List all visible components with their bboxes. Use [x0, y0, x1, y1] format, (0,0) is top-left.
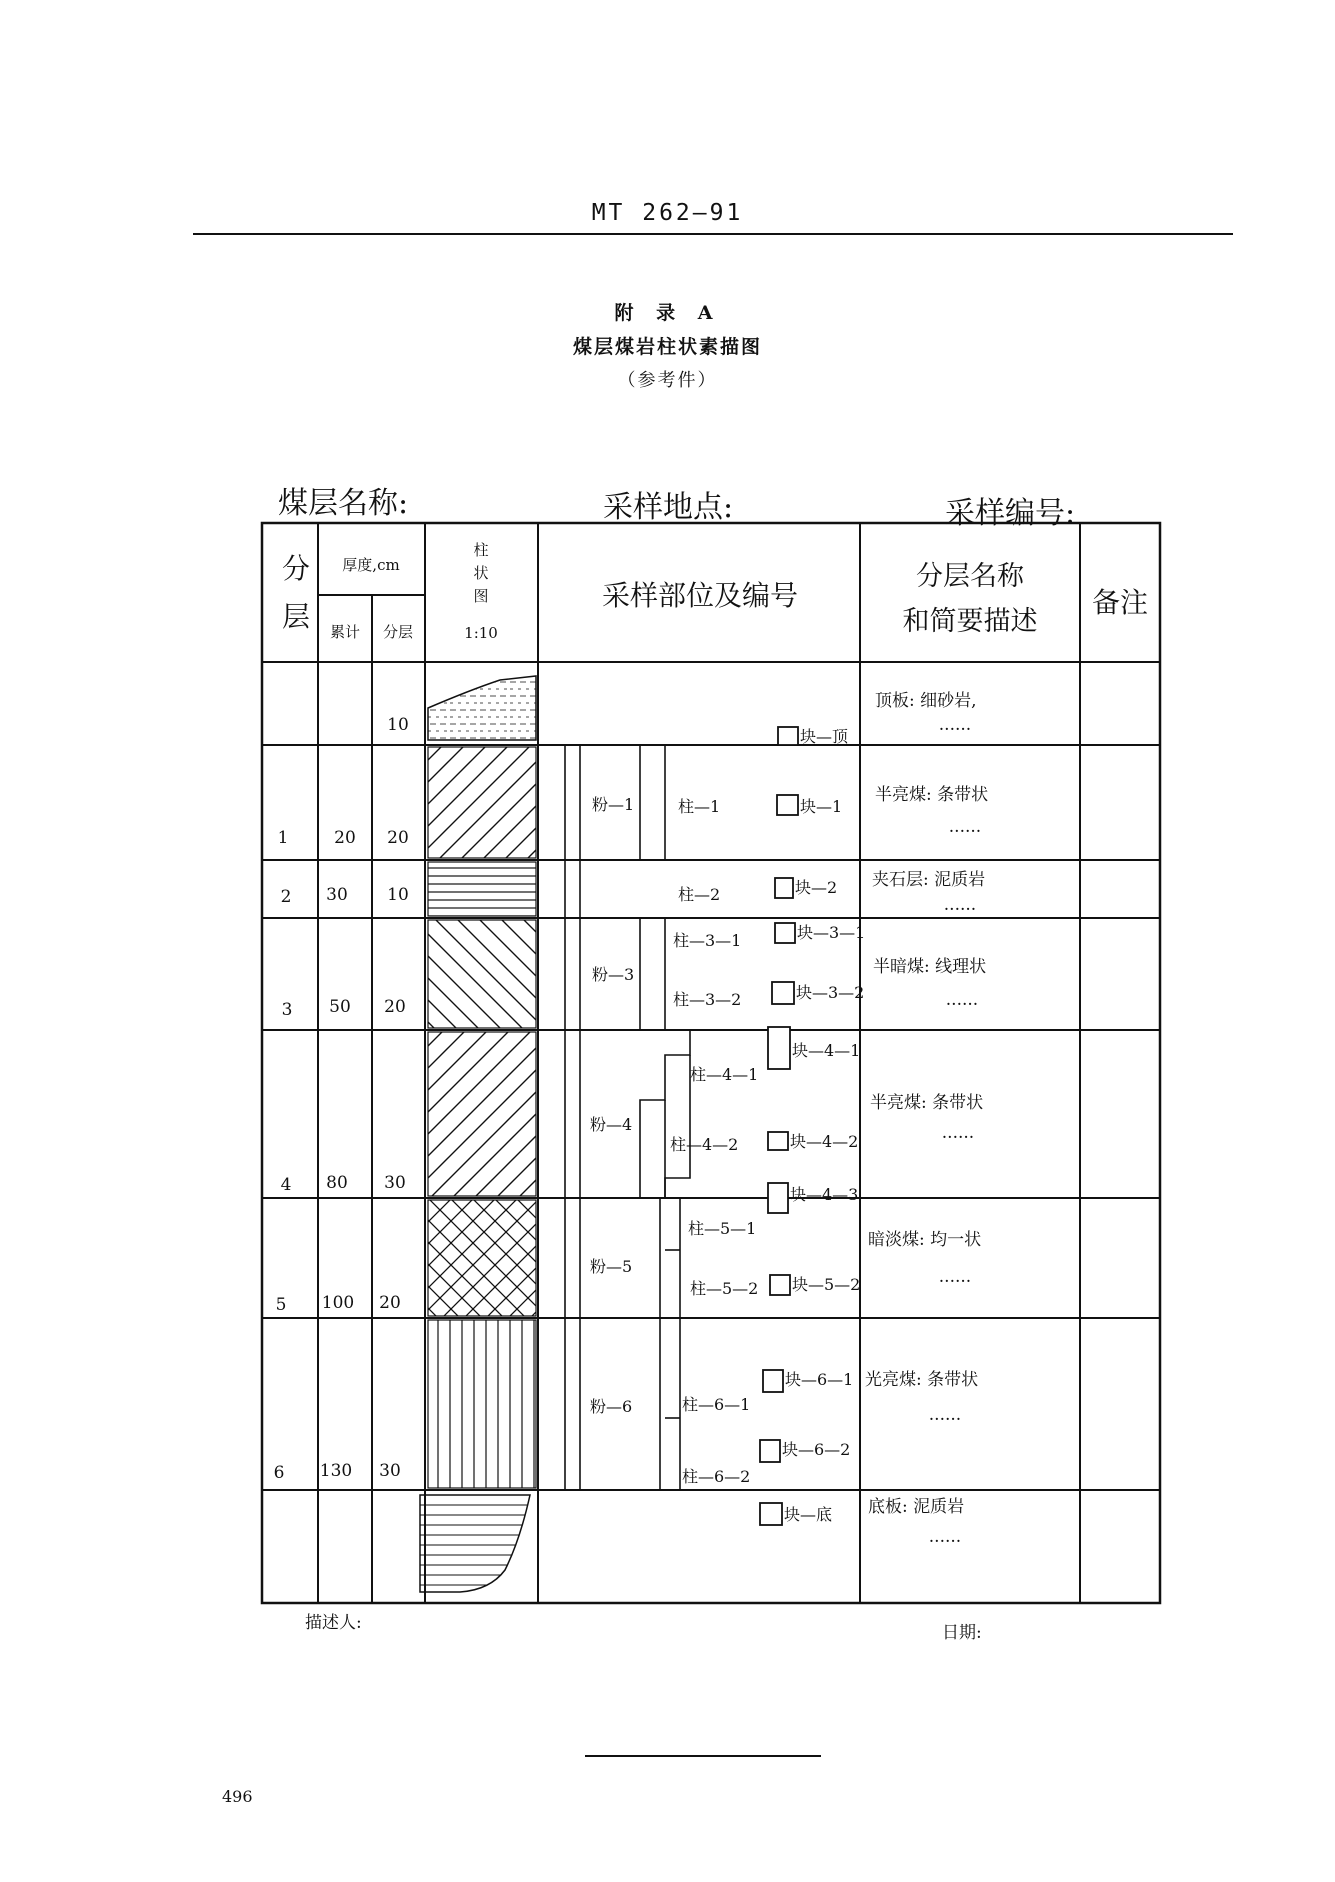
powder-5: 粉—5 [590, 1257, 633, 1276]
row-2-thickness: 10 [387, 885, 409, 905]
row-2-cumulative: 30 [326, 885, 348, 905]
block-3-2: 块—3—2 [796, 983, 865, 1002]
desc-1: 半亮煤: 条带状 [875, 785, 989, 805]
layer-1-pattern [428, 747, 536, 858]
column-3-2: 柱—3—2 [673, 990, 742, 1009]
header-cumulative: 累计 [329, 623, 361, 641]
row-3-thickness: 20 [384, 997, 406, 1017]
appendix-title: 附 录 A [614, 302, 721, 324]
layer-values [274, 715, 409, 1483]
layer-6-pattern [428, 1320, 536, 1488]
describer-label: 描述人: [305, 1613, 362, 1633]
mudstone-pattern [420, 1495, 530, 1592]
desc-4-more: ...... [941, 1123, 975, 1143]
column-4-1: 柱—4—1 [690, 1065, 759, 1084]
header-description-2: 和简要描述 [902, 606, 1038, 637]
row-4-cumulative: 80 [326, 1173, 348, 1193]
layer-descriptions [865, 691, 988, 1547]
block-1: 块—1 [800, 797, 843, 816]
header-layer-1: 分 [281, 552, 311, 585]
seam-name-label: 煤层名称: [278, 486, 409, 521]
table-header [282, 541, 1148, 642]
header-column-3: 图 [473, 587, 489, 605]
desc-floor: 底板: 泥质岩 [868, 1497, 965, 1517]
desc-3: 半暗煤: 线理状 [873, 957, 987, 977]
powder-1: 粉—1 [592, 795, 635, 814]
row-6-thickness: 30 [379, 1461, 401, 1481]
desc-roof: 顶板: 细砂岩, [875, 691, 977, 711]
header-remarks: 备注 [1091, 586, 1149, 619]
row-4-thickness: 30 [384, 1173, 406, 1193]
header-sampling: 采样部位及编号 [601, 579, 799, 612]
block-5-2: 块—5—2 [792, 1275, 861, 1294]
desc-roof-more: ...... [938, 715, 972, 735]
desc-2: 夹石层: 泥质岩 [872, 870, 986, 890]
page-number: 496 [222, 1787, 253, 1806]
lithology-column [420, 676, 536, 1592]
row-5-cumulative: 100 [321, 1293, 355, 1313]
row-6-cumulative: 130 [319, 1461, 353, 1481]
layer-3-pattern [428, 920, 536, 1028]
header-layer-2: 层 [281, 600, 311, 633]
column-6-2: 柱—6—2 [682, 1467, 751, 1486]
powder-samples [590, 795, 634, 1416]
standard-code: MT 262—91 [591, 200, 744, 226]
column-3-1: 柱—3—1 [673, 931, 742, 950]
row-4-layer: 4 [280, 1175, 292, 1195]
column-2: 柱—2 [678, 885, 721, 904]
header-thickness: 厚度,cm [342, 556, 400, 574]
block-roof: 块—顶 [800, 727, 849, 746]
reference-note: （参考件） [617, 370, 718, 391]
column-1: 柱—1 [678, 797, 721, 816]
block-3-1: 块—3—1 [797, 923, 866, 942]
sampling-location-label: 采样地点: [603, 490, 734, 525]
main-title: 煤层煤岩柱状素描图 [572, 336, 762, 358]
column-6-1: 柱—6—1 [682, 1395, 751, 1414]
desc-4: 半亮煤: 条带状 [870, 1093, 984, 1113]
column-4-2: 柱—4—2 [670, 1135, 739, 1154]
desc-6: 光亮煤: 条带状 [865, 1370, 979, 1390]
powder-6: 粉—6 [590, 1397, 633, 1416]
block-6-1: 块—6—1 [785, 1370, 854, 1389]
sandstone-pattern [428, 676, 536, 740]
block-4-3: 块—4—3 [790, 1185, 859, 1204]
layer-2-pattern [428, 862, 536, 916]
desc-2-more: ...... [943, 895, 977, 915]
block-2: 块—2 [795, 878, 838, 897]
header-description-1: 分层名称 [916, 561, 1024, 592]
block-floor: 块—底 [784, 1505, 833, 1524]
table-frame [262, 523, 1160, 1603]
layer-5-pattern [428, 1200, 536, 1316]
powder-4: 粉—4 [590, 1115, 633, 1134]
date-label: 日期: [942, 1623, 982, 1643]
row-1-thickness: 20 [387, 828, 409, 848]
block-4-1: 块—4—1 [792, 1041, 861, 1060]
row-1-cumulative: 20 [334, 828, 356, 848]
row-6-layer: 6 [273, 1463, 285, 1483]
desc-5: 暗淡煤: 均一状 [868, 1230, 982, 1250]
sample-number-label: 采样编号: [945, 496, 1076, 531]
row-3-layer: 3 [281, 1000, 293, 1020]
desc-3-more: ...... [945, 990, 979, 1010]
column-samples [670, 797, 758, 1486]
header-column-1: 柱 [473, 541, 489, 559]
header-layer-thickness: 分层 [382, 623, 414, 641]
desc-5-more: ...... [938, 1267, 972, 1287]
column-5-2: 柱—5—2 [690, 1279, 759, 1298]
header-scale: 1:10 [464, 624, 498, 642]
layer-4-pattern [428, 1032, 536, 1196]
header-column-2: 状 [473, 564, 489, 582]
column-5-1: 柱—5—1 [688, 1219, 757, 1238]
row-5-layer: 5 [275, 1295, 287, 1315]
block-boxes [760, 727, 798, 1525]
row-3-cumulative: 50 [329, 997, 351, 1017]
powder-3: 粉—3 [592, 965, 635, 984]
block-4-2: 块—4—2 [790, 1132, 859, 1151]
desc-1-more: ...... [948, 817, 982, 837]
row-5-thickness: 20 [379, 1293, 401, 1313]
block-6-2: 块—6—2 [782, 1440, 851, 1459]
footer-rule [585, 1755, 821, 1757]
block-samples [782, 727, 865, 1524]
row-1-layer: 1 [277, 828, 289, 848]
desc-floor-more: ...... [928, 1527, 962, 1547]
desc-6-more: ...... [928, 1405, 962, 1425]
row-roof-thickness: 10 [387, 715, 409, 735]
row-2-layer: 2 [280, 887, 292, 907]
